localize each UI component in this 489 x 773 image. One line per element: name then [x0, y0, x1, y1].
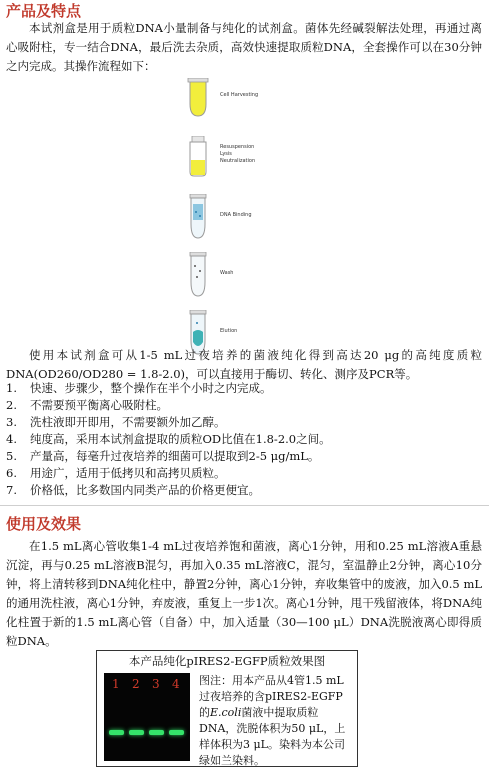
gel-band: [129, 730, 144, 735]
section-title-usage: 使用及效果: [6, 515, 82, 533]
step-label-line: Elution: [220, 328, 238, 334]
spin-column-icon: [185, 252, 211, 298]
gel-figure: [96, 650, 358, 767]
step-label-line: Cell Harvesting: [220, 92, 259, 98]
spin-column-icon: [185, 194, 211, 240]
summary-paragraph: 使用本试剂盒可从1-5 mL过夜培养的菌液纯化得到高达20 μg的高纯度质粒DNA(OD260/OD280 = 1.8-2.0)，可以直接用于酶切、转化、测序及PCR等。: [6, 348, 482, 381]
section-title-features: 产品及特点: [6, 2, 82, 20]
list-item: 5. 产量高，每毫升过夜培养的细菌可以提取到2-5 μg/mL。: [6, 449, 320, 463]
feature-list: [6, 380, 331, 499]
list-item: 3. 洗柱液即开即用，不需要额外加乙醇。: [6, 415, 226, 429]
list-item: 4. 纯度高，采用本试剂盒提取的质粒OD比值在1.8-2.0之间。: [6, 432, 331, 446]
step-label-line: Neutralization: [220, 158, 256, 164]
usage-paragraph: 在1.5 mL离心管收集1-4 mL过夜培养饱和菌液，离心1分钟，用和0.25 mL溶液A重悬沉淀，再与0.25 mL溶液B混匀，再加入0.35 mL溶液C，混匀，室温静止2分钟，离心10分钟，将上清转移到DNA纯化柱中，静置2分钟，离心1分钟，弃收集管中的废液，加入0.5 mL的通用洗柱液，离心1分钟，弃废液，重复上一步1次。离心1分钟，甩干残留液体，将DNA纯化柱置于新的1.5 mL离心管（自备）中，加入适量（30—100 μL）DNA洗脱液离心即得质粒DNA。: [6, 539, 482, 648]
list-item: 1. 快速、步骤少，整个操作在半个小时之内完成。: [6, 381, 272, 395]
gel-band: [109, 730, 124, 735]
gel-band: [149, 730, 164, 735]
figure-caption: 图注：用本产品从4管1.5 mL过夜培养的含pIRES2-EGFP的E.coli菌液中提取质粒DNA，洗脱体积为50 μL，上样体积为3 μL。染料为本公司绿如兰染料。: [199, 674, 346, 767]
lane-number: 3: [152, 677, 160, 691]
gel-band: [169, 730, 184, 735]
intro-paragraph: 本试剂盒是用于质粒DNA小量制备与纯化的试剂盒。菌体先经碱裂解法处理，再通过离心吸附柱，专一结合DNA，最后洗去杂质，高效快速提取质粒DNA，全套操作可以在30分钟之内完成。其操作流程如下：: [6, 21, 482, 73]
list-item: 2. 不需要预平衡离心吸附柱。: [6, 398, 168, 412]
section-divider: [0, 505, 489, 506]
lane-number: 4: [172, 677, 180, 691]
workflow-diagram: [185, 78, 305, 368]
list-item: 6. 用途广，适用于低拷贝和高拷贝质粒。: [6, 466, 226, 480]
gel-image: [104, 673, 190, 761]
workflow-step-cell-harvesting: [185, 78, 305, 136]
list-item: 7. 价格低，比多数国内同类产品的价格更便宜。: [6, 483, 260, 497]
workflow-step-wash: [185, 252, 305, 310]
step-label-line: Lysis: [220, 151, 232, 157]
lane-number: 2: [132, 677, 140, 691]
yellow-tube-icon: [185, 78, 211, 118]
step-label-line: Wash: [220, 270, 234, 276]
figure-title: 本产品纯化pIRES2-EGFP质粒效果图: [128, 654, 326, 668]
workflow-step-lysis: [185, 136, 305, 194]
step-label-line: DNA Binding: [220, 212, 252, 218]
workflow-step-binding: [185, 194, 305, 252]
flask-icon: [185, 136, 211, 178]
lane-number: 1: [112, 677, 120, 691]
step-label-line: Resuspension: [220, 144, 255, 150]
